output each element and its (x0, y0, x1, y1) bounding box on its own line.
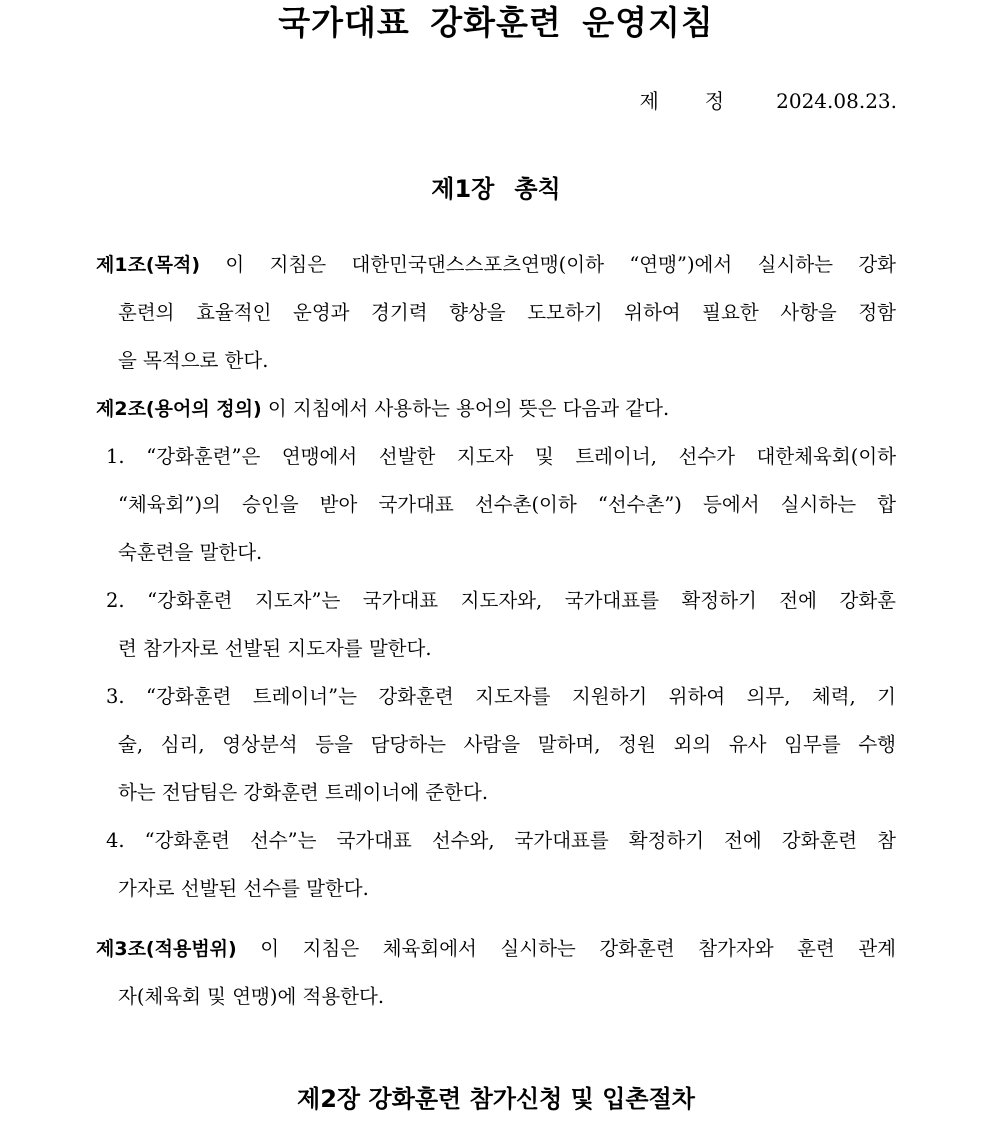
item-2-number: 2. (106, 589, 125, 612)
item-3-number: 3. (106, 685, 125, 708)
article-1 (96, 241, 896, 385)
article-3-title: 제3조(적용범위) (96, 938, 237, 960)
chapter-2-number: 제2장 (297, 1085, 361, 1113)
chapter-1-heading (0, 172, 992, 206)
article-2-item-1-line-3: 숙훈련을 말한다. (118, 541, 263, 564)
enactment-date: 2024.08.23. (776, 89, 897, 113)
article-1-title: 제1조(목적) (96, 254, 201, 276)
article-2-item-4-line-1: 4. “강화훈련 선수”는 국가대표 선수와, 국가대표를 확정하기 전에 강화훈련 참 (106, 829, 896, 852)
article-2 (96, 385, 896, 913)
chapter-1-number: 제1장 (431, 175, 495, 203)
chapter-2-heading (0, 1082, 992, 1116)
enactment-label-1: 제 (639, 89, 659, 113)
chapter-1-name: 총칙 (514, 175, 561, 203)
enactment-date-line (639, 86, 897, 116)
article-1-line-3: 을 목적으로 한다. (118, 349, 269, 372)
article-2-item-3-line-1: 3. “강화훈련 트레이너”는 강화훈련 지도자를 지원하기 위하여 의무, 체력, 기 (106, 685, 896, 708)
article-2-item-3-line-3: 하는 전담팀은 강화훈련 트레이너에 준한다. (118, 781, 489, 804)
chapter-2-name: 강화훈련 참가신청 및 입촌절차 (368, 1085, 695, 1113)
article-2-item-1-line-2: “체육회”)의 승인을 받아 국가대표 선수촌(이하 “선수촌”) 등에서 실시하는 합 (118, 493, 896, 516)
article-3 (96, 925, 896, 1021)
article-1-line-1: 제1조(목적) 이 지침은 대한민국댄스스포츠연맹(이하 “연맹”)에서 실시하는 강화 (96, 253, 896, 276)
article-2-item-3-line-2: 술, 심리, 영상분석 등을 담당하는 사람을 말하며, 정원 외의 유사 임무를 수행 (118, 733, 896, 756)
article-2-title: 제2조(용어의 정의) (96, 398, 262, 420)
article-2-item-2-line-1: 2. “강화훈련 지도자”는 국가대표 지도자와, 국가대표를 확정하기 전에 강화훈 (106, 589, 897, 612)
item-4-number: 4. (106, 829, 125, 852)
article-2-line-intro: 제2조(용어의 정의) 이 지침에서 사용하는 용어의 뜻은 다음과 같다. (96, 397, 670, 420)
article-2-item-2-line-2: 련 참가자로 선발된 지도자를 말한다. (118, 637, 432, 660)
article-1-line-2: 훈련의 효율적인 운영과 경기력 향상을 도모하기 위하여 필요한 사항을 정함 (118, 301, 896, 324)
article-3-line-1: 제3조(적용범위) 이 지침은 체육회에서 실시하는 강화훈련 참가자와 훈련 관계 (96, 937, 896, 960)
article-3-line-2: 자(체육회 및 연맹)에 적용한다. (118, 985, 385, 1008)
article-2-item-1-line-1: 1. “강화훈련”은 연맹에서 선발한 지도자 및 트레이너, 선수가 대한체육회(이하 (106, 445, 897, 468)
document-title: 국가대표 강화훈련 운영지침 (278, 3, 714, 42)
enactment-label-2: 정 (704, 89, 725, 113)
article-2-item-4-line-2: 가자로 선발된 선수를 말한다. (118, 877, 369, 900)
item-1-number: 1. (106, 445, 125, 468)
